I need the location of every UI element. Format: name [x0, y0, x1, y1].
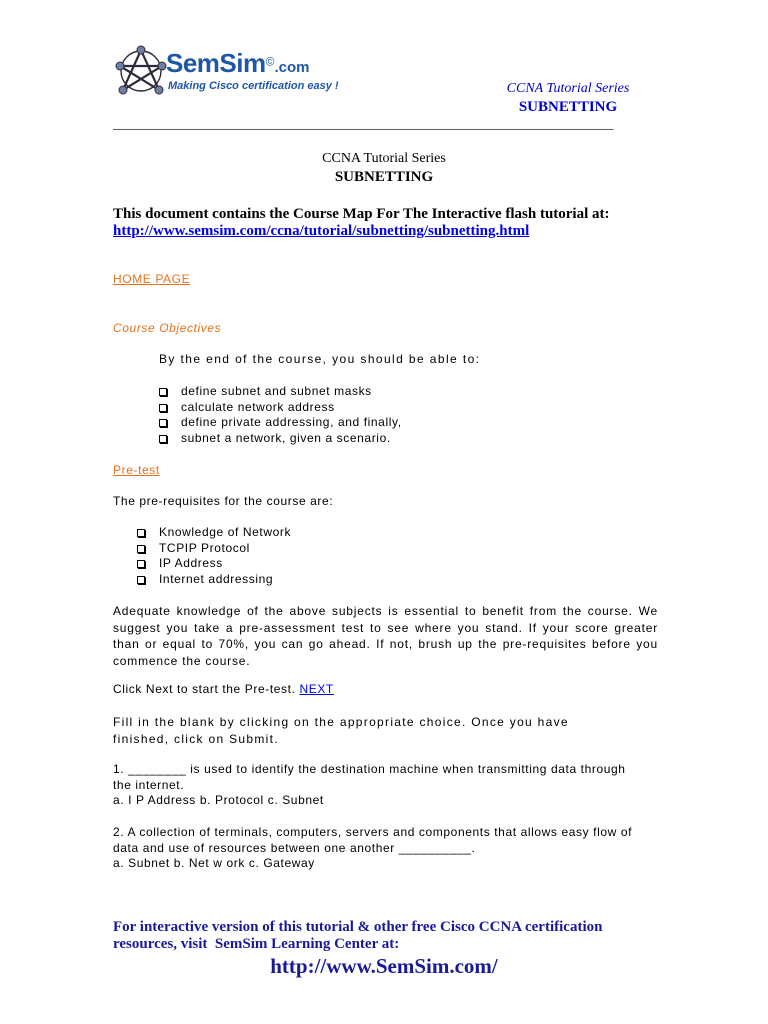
- prerequisites-list: [159, 525, 559, 587]
- logo-domain: .com: [274, 59, 310, 76]
- prerequisites-paragraph: Adequate knowledge of the above subjects is essential to benefit from the course. We suggest you take a pre-assessment test to see where you stand. If your score greater than or equal to 70%, you can go ahead. If not, brush up the pre-requisites before you commence the course.: [113, 604, 658, 668]
- list-item: Internet addressing: [159, 572, 559, 588]
- pretest-lead: The pre-requisites for the course are:: [113, 494, 334, 508]
- intro-text: This document contains the Course Map For The Interactive flash tutorial at:: [113, 206, 610, 222]
- fill-blank-instructions: Fill in the blank by clicking on the appropriate choice. Once you have finished, click on Submit.: [113, 715, 569, 746]
- header-divider: _____________________________________________________________________________: [113, 117, 614, 131]
- home-page-link[interactable]: HOME PAGE: [113, 272, 191, 286]
- bullet-square-icon: [159, 388, 167, 396]
- click-next-text: Click Next to start the Pre-test.: [113, 682, 296, 696]
- bullet-square-icon: [159, 404, 167, 412]
- list-item: calculate network address: [181, 400, 581, 416]
- logo-copyright: ©: [265, 54, 275, 69]
- bullet-square-icon: [137, 529, 145, 537]
- question-2-choices[interactable]: a. Subnet b. Net w ork c. Gateway: [113, 856, 315, 870]
- footer-url-link[interactable]: http://www.SemSim.com/: [270, 954, 498, 978]
- list-item: define private addressing, and finally,: [181, 415, 581, 431]
- question-1-choices[interactable]: a. I P Address b. Protocol c. Subnet: [113, 793, 324, 807]
- objectives-lead: By the end of the course, you should be able to:: [159, 352, 481, 366]
- bullet-square-icon: [137, 576, 145, 584]
- list-item: TCPIP Protocol: [159, 541, 559, 557]
- semsim-logo: [114, 44, 374, 100]
- click-next-line: [113, 682, 334, 696]
- header-series: CCNA Tutorial Series: [506, 81, 630, 96]
- logo-tagline: Making Cisco certification easy !: [168, 80, 339, 92]
- question-1: 1. ________ is used to identify the destination machine when transmitting data through the internet.: [113, 762, 626, 792]
- list-item: subnet a network, given a scenario.: [181, 431, 581, 447]
- list-item: IP Address: [159, 556, 559, 572]
- question-2: 2. A collection of terminals, computers, servers and components that allows easy flow of data and use of resources between one another __________.: [113, 825, 633, 855]
- footer-line-2: resources, visit SemSim Learning Center at:: [113, 936, 400, 952]
- list-item: define subnet and subnet masks: [181, 384, 581, 400]
- bullet-square-icon: [137, 545, 145, 553]
- bullet-square-icon: [137, 560, 145, 568]
- footer-line-1: For interactive version of this tutorial & other free Cisco CCNA certification: [113, 919, 603, 935]
- logo-name: SemSim: [166, 48, 266, 78]
- star-network-icon: [114, 44, 168, 98]
- list-item: Knowledge of Network: [159, 525, 559, 541]
- next-link[interactable]: NEXT: [299, 682, 334, 696]
- header-topic: SUBNETTING: [518, 99, 618, 115]
- tutorial-url-link[interactable]: http://www.semsim.com/ccna/tutorial/subnetting/subnetting.html: [113, 223, 530, 239]
- bullet-square-icon: [159, 435, 167, 443]
- course-objectives-heading: Course Objectives: [113, 321, 222, 335]
- objectives-list: [181, 384, 581, 446]
- title-topic: SUBNETTING: [334, 169, 434, 185]
- pretest-link[interactable]: Pre-test: [113, 463, 160, 477]
- title-series: CCNA Tutorial Series: [322, 151, 446, 166]
- bullet-square-icon: [159, 419, 167, 427]
